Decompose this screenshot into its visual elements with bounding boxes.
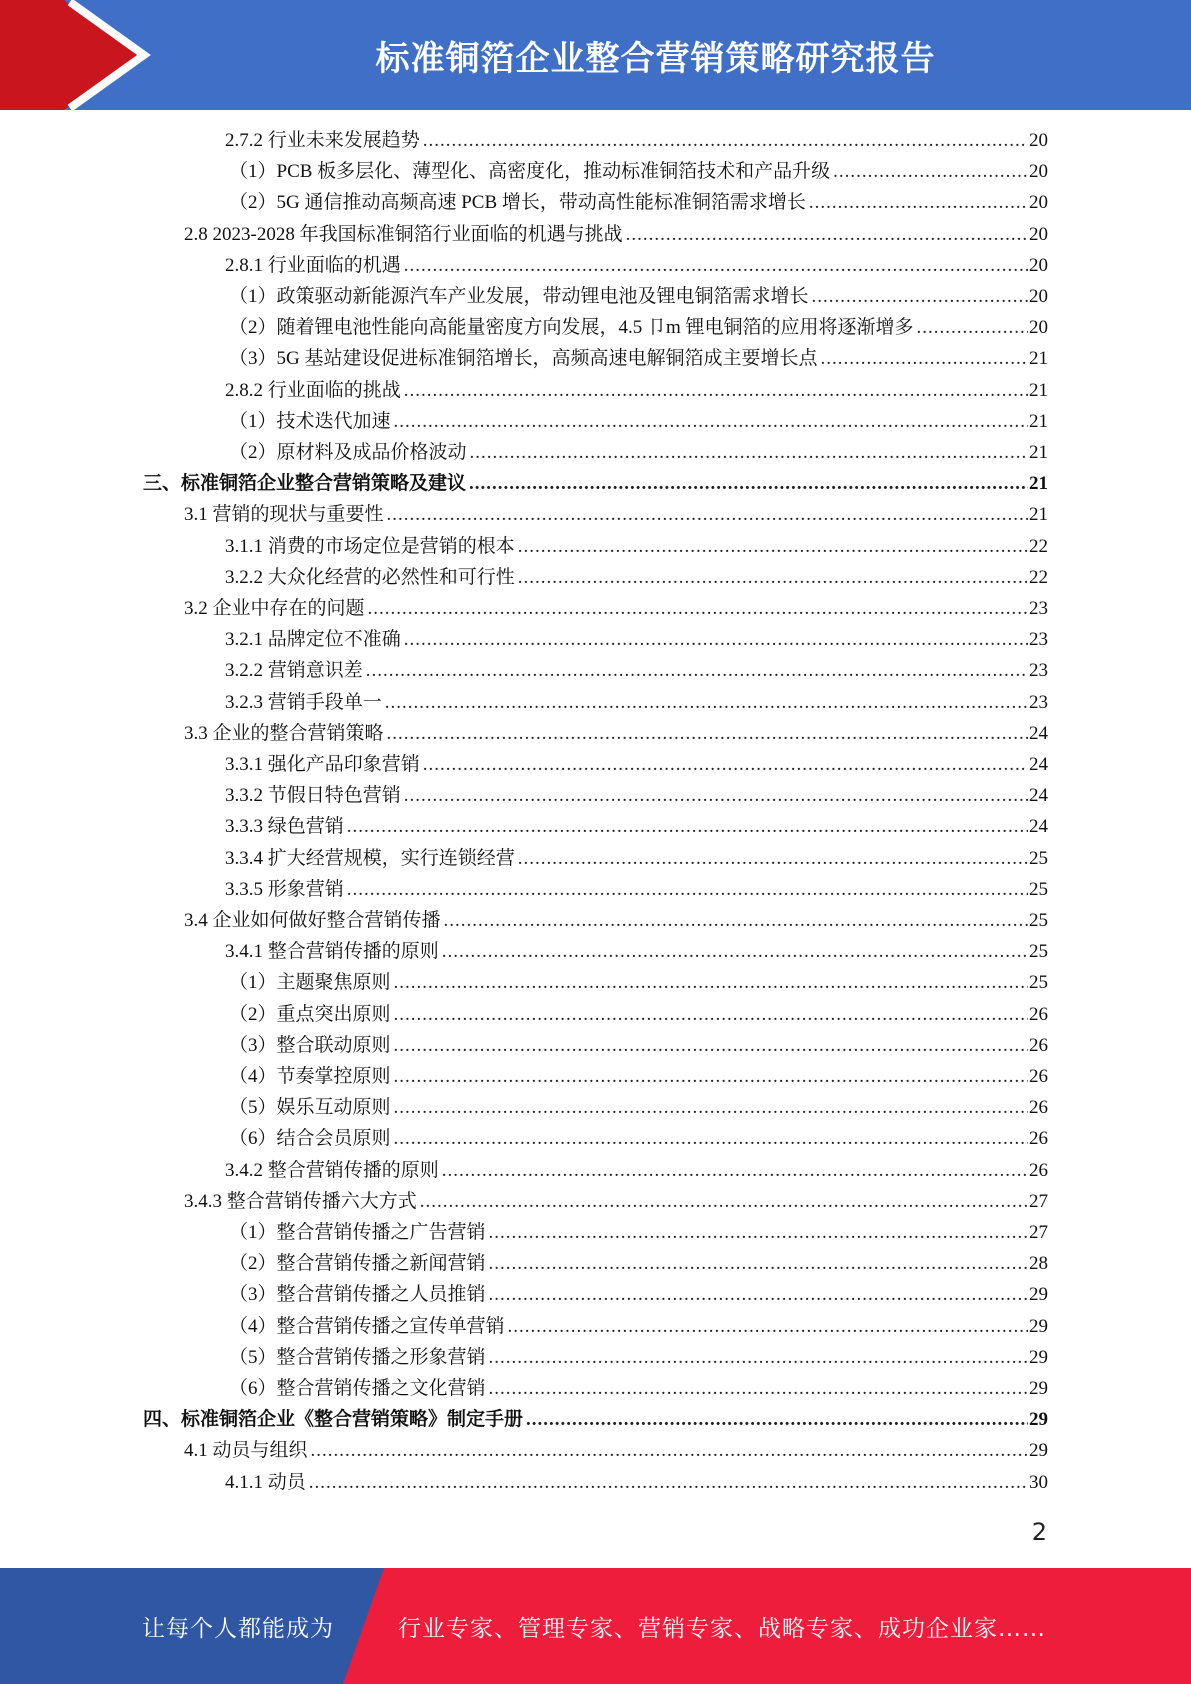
toc-entry[interactable] (225, 843, 1048, 874)
toc-entry-label: （4）节奏掌控原则 (229, 1066, 391, 1087)
toc-dot-leader (404, 250, 1028, 281)
toc-entry-page: 30 (1029, 1471, 1048, 1493)
toc-entry-label: 2.8 2023-2028 年我国标准铜箔行业面临的机遇与挑战 (184, 223, 623, 245)
toc-dot-leader (489, 1373, 1028, 1404)
toc-entry[interactable] (225, 531, 1048, 562)
toc-dot-leader (311, 1435, 1028, 1466)
report-title: 标准铜箔企业整合营销策略研究报告 (375, 38, 936, 79)
toc-dot-leader (626, 219, 1028, 250)
toc-entry[interactable] (225, 250, 1048, 281)
toc-entry-page: 26 (1029, 1128, 1048, 1150)
toc-entry-page: 21 (1029, 348, 1048, 370)
toc-entry-page: 23 (1029, 629, 1048, 651)
toc-entry-label: 3.4.1 整合营销传播的原则 (225, 941, 439, 963)
toc-entry-label: （2）随着锂电池性能向高能量密度方向发展，4.5 卩m 锂电铜箔的应用将逐渐增多 (229, 317, 914, 339)
toc-entry-page: 25 (1029, 941, 1048, 963)
toc-entry-page: 29 (1029, 1409, 1048, 1431)
toc-entry-label: （2）5G 通信推动高频高速 PCB 增长，带动高性能标准铜箔需求增长 (229, 192, 806, 214)
toc-dot-leader (489, 1248, 1028, 1279)
toc-entry[interactable] (229, 1342, 1048, 1373)
toc-entry-page: 23 (1029, 660, 1048, 682)
footer-slogan-left: 让每个人都能成为 (142, 1615, 334, 1642)
toc-entry-label: 3.1 营销的现状与重要性 (184, 504, 384, 526)
toc-entry[interactable] (184, 905, 1048, 936)
toc-dot-leader (812, 281, 1028, 312)
toc-dot-leader (469, 468, 1028, 499)
toc-entry[interactable] (229, 1217, 1048, 1248)
toc-entry[interactable] (229, 1030, 1048, 1061)
toc-entry-label: （1）主题聚焦原则 (229, 972, 391, 994)
toc-dot-leader (508, 1311, 1028, 1342)
toc-entry[interactable] (229, 1373, 1048, 1404)
toc-entry-label: 3.3.3 绿色营销 (225, 816, 344, 838)
toc-dot-leader (347, 811, 1028, 842)
toc-entry-page: 29 (1029, 1284, 1048, 1306)
toc-dot-leader (526, 1404, 1028, 1435)
toc-dot-leader (394, 406, 1028, 437)
toc-entry-label: 3.2.3 营销手段单一 (225, 691, 382, 713)
toc-entry-page: 20 (1029, 223, 1048, 245)
toc-entry[interactable] (184, 718, 1048, 749)
toc-entry-label: 三、标准铜箔企业整合营销策略及建议 (143, 473, 467, 495)
toc-dot-leader (423, 125, 1028, 156)
toc-dot-leader (489, 1279, 1028, 1310)
toc-entry-label: 3.4.2 整合营销传播的原则 (225, 1159, 439, 1181)
toc-dot-leader (518, 843, 1028, 874)
toc-entry-page: 21 (1029, 442, 1048, 463)
table-of-contents (0, 125, 1191, 1505)
toc-entry-label: 4.1 动员与组织 (184, 1440, 308, 1462)
toc-entry-page: 24 (1029, 785, 1048, 807)
toc-dot-leader (309, 1467, 1028, 1498)
toc-entry[interactable] (225, 874, 1048, 905)
toc-entry[interactable] (225, 1155, 1048, 1186)
toc-entry-label: （2）原材料及成品价格波动 (229, 442, 467, 463)
toc-entry-label: （1）PCB 板多层化、薄型化、高密度化，推动标准铜箔技术和产品升级 (229, 161, 831, 183)
toc-entry-label: 3.3 企业的整合营销策略 (184, 722, 384, 744)
toc-entry-label: 3.2 企业中存在的问题 (184, 598, 365, 619)
toc-entry-label: （3）整合营销传播之人员推销 (229, 1284, 486, 1306)
toc-entry-page: 20 (1029, 130, 1048, 151)
toc-dot-leader (470, 437, 1028, 468)
toc-entry-page: 29 (1029, 1378, 1048, 1399)
toc-entry-label: （3）整合联动原则 (229, 1034, 391, 1056)
toc-entry[interactable] (225, 780, 1048, 811)
toc-entry[interactable] (229, 1092, 1048, 1123)
toc-entry-page: 20 (1029, 286, 1048, 307)
toc-entry-page: 20 (1029, 254, 1048, 276)
toc-entry-label: （1）政策驱动新能源汽车产业发展，带动锂电池及锂电铜箔需求增长 (229, 286, 809, 307)
toc-entry[interactable] (229, 1279, 1048, 1310)
toc-dot-leader (518, 531, 1028, 562)
toc-entry[interactable] (225, 562, 1048, 593)
toc-entry-label: 3.3.2 节假日特色营销 (225, 785, 401, 807)
toc-entry-label: （6）结合会员原则 (229, 1128, 391, 1150)
toc-dot-leader (385, 687, 1028, 718)
toc-entry-page: 21 (1029, 473, 1048, 495)
toc-entry-label: 2.7.2 行业未来发展趋势 (225, 130, 420, 151)
toc-entry-label: 4.1.1 动员 (225, 1471, 306, 1493)
toc-dot-leader (394, 967, 1028, 998)
toc-dot-leader (423, 749, 1028, 780)
toc-entry-page: 24 (1029, 816, 1048, 838)
toc-entry-page: 29 (1029, 1440, 1048, 1462)
toc-dot-leader (368, 593, 1028, 624)
toc-entry-page: 28 (1029, 1253, 1048, 1275)
toc-entry-label: 3.4.3 整合营销传播六大方式 (184, 1190, 417, 1212)
toc-dot-leader (347, 874, 1028, 905)
toc-entry[interactable] (229, 406, 1048, 437)
toc-entry[interactable] (229, 437, 1048, 468)
toc-entry[interactable] (225, 375, 1048, 406)
toc-dot-leader (387, 718, 1028, 749)
toc-entry-label: 3.2.2 大众化经营的必然性和可行性 (225, 566, 515, 588)
toc-entry[interactable] (229, 343, 1048, 374)
toc-entry-page: 26 (1029, 1159, 1048, 1181)
toc-dot-leader (518, 562, 1028, 593)
toc-dot-leader (820, 343, 1028, 374)
toc-entry[interactable] (229, 156, 1048, 187)
toc-dot-leader (394, 1030, 1028, 1061)
toc-entry-page: 21 (1029, 504, 1048, 526)
page-footer (0, 1568, 1191, 1684)
toc-entry-label: （5）娱乐互动原则 (229, 1097, 391, 1119)
toc-entry[interactable] (229, 281, 1048, 312)
toc-entry-label: 四、标准铜箔企业《整合营销策略》制定手册 (143, 1409, 524, 1431)
toc-entry[interactable] (143, 468, 1048, 499)
toc-entry[interactable] (229, 999, 1048, 1030)
toc-entry-page: 24 (1029, 722, 1048, 744)
toc-entry-label: （2）整合营销传播之新闻营销 (229, 1253, 486, 1275)
toc-entry-page: 25 (1029, 972, 1048, 994)
toc-entry-page: 21 (1029, 379, 1048, 401)
toc-entry[interactable] (229, 1123, 1048, 1154)
toc-dot-leader (833, 156, 1028, 187)
toc-entry-page: 26 (1029, 1097, 1048, 1119)
toc-entry-page: 25 (1029, 878, 1048, 900)
toc-entry-page: 27 (1029, 1222, 1048, 1243)
toc-entry-page: 20 (1029, 161, 1048, 183)
toc-dot-leader (404, 375, 1028, 406)
header-chevron-decoration (0, 0, 160, 110)
toc-entry-page: 20 (1029, 317, 1048, 339)
toc-entry[interactable] (184, 593, 1048, 624)
toc-entry[interactable] (184, 499, 1048, 530)
toc-entry[interactable] (184, 219, 1048, 250)
toc-entry-page: 29 (1029, 1315, 1048, 1337)
toc-entry-label: （4）整合营销传播之宣传单营销 (229, 1315, 505, 1337)
toc-dot-leader (442, 936, 1028, 967)
toc-entry[interactable] (184, 1435, 1048, 1466)
toc-entry[interactable] (225, 624, 1048, 655)
toc-entry[interactable] (229, 1248, 1048, 1279)
toc-dot-leader (387, 499, 1028, 530)
toc-entry-label: （6）整合营销传播之文化营销 (229, 1378, 486, 1399)
toc-dot-leader (489, 1217, 1028, 1248)
toc-dot-leader (809, 187, 1028, 218)
toc-entry-page: 27 (1029, 1190, 1048, 1212)
page-number: 2 (1031, 1518, 1047, 1546)
toc-entry-label: 3.3.4 扩大经营规模，实行连锁经营 (225, 847, 515, 869)
toc-entry-page: 22 (1029, 535, 1048, 557)
toc-entry[interactable] (225, 125, 1048, 156)
toc-entry-page: 20 (1029, 192, 1048, 214)
toc-entry-label: 3.4 企业如何做好整合营销传播 (184, 910, 441, 931)
toc-entry-page: 26 (1029, 1034, 1048, 1056)
toc-entry[interactable] (229, 312, 1048, 343)
toc-entry-page: 25 (1029, 847, 1048, 869)
toc-entry-label: 2.8.1 行业面临的机遇 (225, 254, 401, 276)
toc-entry-page: 26 (1029, 1003, 1048, 1025)
toc-entry[interactable] (143, 1404, 1048, 1435)
toc-dot-leader (917, 312, 1028, 343)
toc-dot-leader (404, 624, 1028, 655)
toc-entry-page: 24 (1029, 754, 1048, 775)
toc-entry-label: 3.3.1 强化产品印象营销 (225, 754, 420, 775)
toc-entry[interactable] (225, 655, 1048, 686)
toc-entry[interactable] (184, 1186, 1048, 1217)
toc-dot-leader (404, 780, 1028, 811)
toc-dot-leader (394, 1123, 1028, 1154)
toc-dot-leader (444, 905, 1028, 936)
toc-entry[interactable] (229, 1311, 1048, 1342)
page-header (0, 0, 1191, 110)
toc-entry[interactable] (225, 936, 1048, 967)
toc-entry-label: （1）技术迭代加速 (229, 410, 391, 432)
toc-entry-label: （1）整合营销传播之广告营销 (229, 1222, 486, 1243)
toc-entry[interactable] (225, 811, 1048, 842)
toc-entry[interactable] (225, 1467, 1048, 1498)
toc-entry-page: 23 (1029, 598, 1048, 619)
toc-entry[interactable] (229, 967, 1048, 998)
toc-dot-leader (394, 1061, 1028, 1092)
toc-dot-leader (366, 655, 1028, 686)
toc-entry-page: 23 (1029, 691, 1048, 713)
toc-dot-leader (489, 1342, 1028, 1373)
toc-entry-page: 25 (1029, 910, 1048, 931)
toc-entry-label: （3）5G 基站建设促进标准铜箔增长，高频高速电解铜箔成主要增长点 (229, 348, 818, 370)
toc-entry-page: 21 (1029, 410, 1048, 432)
toc-entry-label: 3.2.2 营销意识差 (225, 660, 363, 682)
toc-entry-label: 3.3.5 形象营销 (225, 878, 344, 900)
toc-entry-label: 3.1.1 消费的市场定位是营销的根本 (225, 535, 515, 557)
toc-entry-label: （5）整合营销传播之形象营销 (229, 1346, 486, 1368)
footer-slogan-right: 行业专家、管理专家、营销专家、战略专家、成功企业家…… (398, 1615, 1046, 1642)
toc-dot-leader (442, 1155, 1028, 1186)
toc-entry[interactable] (229, 187, 1048, 218)
toc-entry[interactable] (225, 749, 1048, 780)
toc-entry-page: 29 (1029, 1346, 1048, 1368)
toc-entry[interactable] (229, 1061, 1048, 1092)
toc-entry-label: 3.2.1 品牌定位不准确 (225, 629, 401, 651)
toc-dot-leader (394, 999, 1028, 1030)
toc-entry-page: 22 (1029, 566, 1048, 588)
toc-entry-label: 2.8.2 行业面临的挑战 (225, 379, 401, 401)
toc-dot-leader (420, 1186, 1028, 1217)
toc-entry[interactable] (225, 687, 1048, 718)
toc-entry-page: 26 (1029, 1066, 1048, 1087)
toc-dot-leader (394, 1092, 1028, 1123)
toc-entry-label: （2）重点突出原则 (229, 1003, 391, 1025)
